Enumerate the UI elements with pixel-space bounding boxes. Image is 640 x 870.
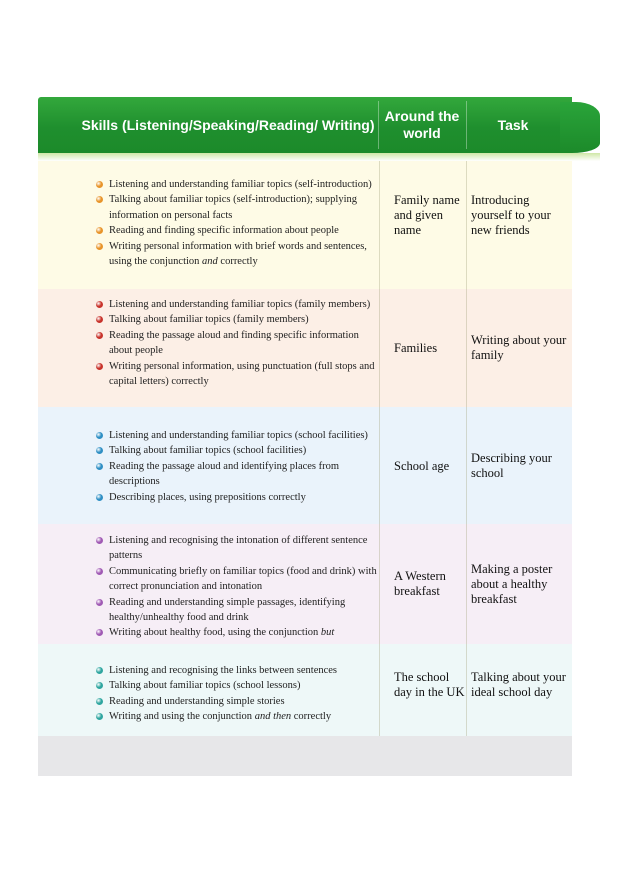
header-task: Task: [497, 116, 529, 133]
bullet-icon: [96, 363, 103, 370]
list-item: Reading the passage aloud and finding specific information about people: [93, 328, 378, 359]
bullet-icon: [96, 537, 103, 544]
list-item: Reading and finding specific information about people: [93, 223, 378, 238]
table-footer: [38, 736, 572, 776]
header-skills: Skills (Listening/Speaking/Reading/ Writing): [81, 116, 375, 133]
list-item: Talking about familiar topics (family members): [93, 312, 378, 327]
bullet-icon: [96, 568, 103, 575]
table-row: [38, 644, 572, 736]
skills-list: [93, 177, 378, 269]
around-the-world-cell: A Western breakfast: [394, 569, 446, 598]
table-row: [38, 289, 572, 407]
around-the-world-cell: The school day in the UK: [394, 670, 465, 699]
column-divider: [379, 524, 380, 644]
skills-list: [93, 663, 378, 725]
list-item: Reading and understanding simple stories: [93, 694, 378, 709]
bullet-icon: [96, 629, 103, 636]
list-item: Talking about familiar topics (school lessons): [93, 678, 378, 693]
list-item: Communicating briefly on familiar topics (food and drink) with correct pronunciation and intonation: [93, 564, 378, 595]
bullet-icon: [96, 463, 103, 470]
bullet-icon: [96, 494, 103, 501]
bullet-icon: [96, 698, 103, 705]
header-around-the-world: Around the world: [384, 108, 460, 141]
list-item: Listening and understanding familiar topics (self-introduction): [93, 177, 378, 192]
skills-list: [93, 297, 378, 389]
bullet-icon: [96, 243, 103, 250]
list-item: Reading the passage aloud and identifying places from descriptions: [93, 459, 378, 490]
bullet-icon: [96, 432, 103, 439]
task-cell: Talking about your ideal school day: [471, 670, 566, 699]
bullet-icon: [96, 667, 103, 674]
skills-list: [93, 533, 378, 641]
list-item: Writing personal information with brief words and sentences, using the conjunction and correctly: [93, 239, 378, 270]
bullet-icon: [96, 301, 103, 308]
around-the-world-cell: Families: [394, 341, 438, 355]
bullet-icon: [96, 713, 103, 720]
list-item: Listening and recognising the intonation of different sentence patterns: [93, 533, 378, 564]
list-item: Writing about healthy food, using the conjunction but: [93, 625, 378, 640]
bullet-icon: [96, 316, 103, 323]
header-shadow: [38, 153, 600, 161]
table-row: [38, 161, 572, 289]
skills-list: [93, 428, 378, 505]
list-item: Writing and using the conjunction and then correctly: [93, 709, 378, 724]
task-cell: Describing your school: [471, 451, 552, 480]
bullet-icon: [96, 196, 103, 203]
column-divider: [379, 161, 380, 289]
bullet-icon: [96, 181, 103, 188]
list-item: Listening and recognising the links between sentences: [93, 663, 378, 678]
list-item: Talking about familiar topics (school facilities): [93, 443, 378, 458]
bullet-icon: [96, 447, 103, 454]
list-item: Listening and understanding familiar topics (family members): [93, 297, 378, 312]
list-item: Writing personal information, using punctuation (full stops and capital letters) correctly: [93, 359, 378, 390]
task-cell: Introducing yourself to your new friends: [471, 193, 551, 237]
column-divider: [379, 644, 380, 736]
bullet-icon: [96, 682, 103, 689]
around-the-world-cell: Family name and given name: [394, 193, 460, 237]
table-header: [38, 97, 572, 153]
column-divider: [379, 407, 380, 524]
list-item: Listening and understanding familiar topics (school facilities): [93, 428, 378, 443]
list-item: Talking about familiar topics (self-introduction); supplying information on personal facts: [93, 192, 378, 223]
curriculum-table: [38, 97, 572, 776]
table-row: [38, 407, 572, 524]
table-row: [38, 524, 572, 644]
task-cell: Making a poster about a healthy breakfast: [471, 562, 553, 606]
bullet-icon: [96, 599, 103, 606]
list-item: Reading and understanding simple passages, identifying healthy/unhealthy food and drink: [93, 595, 378, 626]
bullet-icon: [96, 227, 103, 234]
around-the-world-cell: School age: [394, 459, 450, 473]
task-cell: Writing about your family: [471, 333, 567, 362]
list-item: Describing places, using prepositions correctly: [93, 490, 378, 505]
bullet-icon: [96, 332, 103, 339]
header-divider: [466, 101, 467, 149]
column-divider: [379, 289, 380, 407]
